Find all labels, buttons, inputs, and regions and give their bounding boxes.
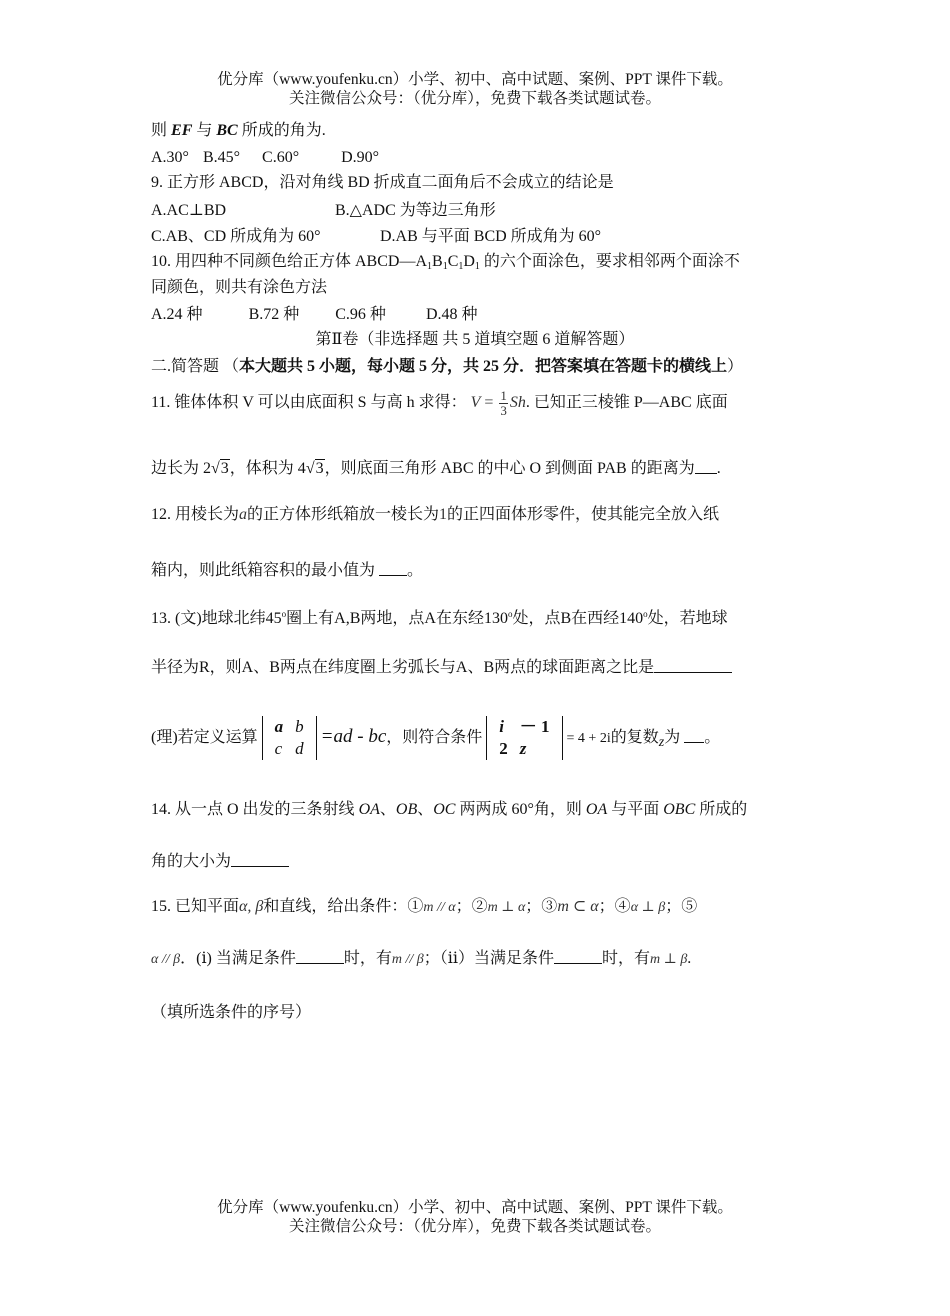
q12-answer-blank [379, 560, 407, 576]
q8-options [151, 147, 379, 169]
footer-line-1: 优分库（www.youfenku.cn）小学、初中、高中试题、案例、PPT 课件下载。 [217, 1199, 733, 1216]
q8-option-d: D.90° [341, 149, 380, 166]
q14-answer-blank [231, 851, 289, 867]
q10-stem: 10. 用四种不同颜色给正方体 $ABCD—A_1B_1C_1D_1$ 的六个面涂色，要求相邻两个面涂不 [151, 253, 740, 272]
q10-options [151, 304, 478, 326]
footer-line-2: 关注微信公众号：（优分库），免费下载各类试题试卷。 [288, 1218, 661, 1235]
q9-option-d: D.AB 与平面 BCD 所成角为 60° [380, 228, 602, 245]
q10-option-d: D.48 种 [425, 306, 478, 323]
header-line-1: 优分库（www.youfenku.cn）小学、初中、高中试题、案例、PPT 课件下载。 [217, 71, 733, 88]
formula-volume: V [470, 394, 481, 411]
q9-stem: 9. 正方形 ABCD，沿对角线 BD 折成直二面角后不会成立的结论是 [151, 174, 614, 191]
q15-note: （填所选条件的序号） [151, 1004, 312, 1021]
q9-option-c: C.AB、CD 所成角为 60° [151, 228, 321, 245]
q13-stem: 13. (文)地球北纬45$^o$圈上有A,B两地，点A在东经130$^o$处，点B在西经140$^o$处，若地球 [151, 609, 728, 627]
determinant-condition: i － 1 2 z [486, 716, 562, 760]
q9-option-b: B.△ADC 为等边三角形 [335, 202, 496, 219]
q13-answer-blank [654, 657, 732, 673]
section-heading: 二.简答题 （本大题共 5 小题，每小题 5 分，共 25 分．把答案填在答题卡的横线上） [151, 358, 744, 375]
q12-stem: 12. 用棱长为a的正方体形纸箱放一棱长为1的正四面体形零件，使其能完全放入纸 [151, 506, 720, 523]
q13-li-answer-blank [684, 727, 704, 743]
q8-option-b: B.45° [202, 149, 241, 166]
q15-line2: α // β．(ⅰ) 当满足条件 时，有m // β；（ⅱ）当满足条件 时，有m ⊥ β. [151, 950, 692, 967]
q14-line2: 角的大小为 [151, 851, 289, 873]
q10-option-b: B.72 种 [248, 306, 300, 323]
q9-option-a: A.AC⊥BD [151, 202, 227, 219]
q13-li: (理)若定义运算 a b c d =ad - bc，则符合条件 i － 1 2 z = 4 + 2i的复数z为 。 [151, 717, 721, 759]
determinant-definition: a b c d [262, 716, 317, 760]
q10-option-c: C.96 种 [335, 306, 386, 323]
q14-stem: 14. 从一点 O 出发的三条射线 OA、OB、OC 两两成 60°角，则 OA 与平面 OBC 所成的 [151, 801, 748, 818]
q8-option-a: A.30° [151, 149, 189, 166]
sqrt-3-a: √3 [211, 460, 229, 477]
q12-line2: 箱内，则此纸箱容积的最小值为 。 [151, 562, 424, 579]
fraction-one-third: $\frac{1}{3}$ [500, 387, 507, 418]
q8-option-c: C.60° [262, 149, 300, 166]
part2-title: 第Ⅱ卷（非选择题 共 5 道填空题 6 道解答题） [315, 331, 635, 348]
q13-line2: 半径为R，则A、B两点在纬度圈上劣弧长与A、B两点的球面距离之比是 [151, 657, 732, 679]
q11-answer-blank [695, 458, 717, 474]
q15-stem: 15. 已知平面α, β和直线，给出条件：①m // α；②m ⊥ α；③m ⊂ α；④α ⊥ β；⑤ [151, 898, 698, 915]
header-line-2: 关注微信公众号：（优分库），免费下载各类试题试卷。 [288, 90, 661, 107]
q11-line2: 边长为 2√3，体积为 4√3，则底面三角形 ABC 的中心 O 到侧面 PAB 的距离为 . [151, 458, 721, 480]
q15-blank-1 [296, 948, 344, 964]
q10-option-a: A.24 种 [151, 306, 203, 323]
q15-blank-2 [554, 948, 602, 964]
q10-stem-line2: 同颜色，则共有涂色方法 [151, 279, 328, 296]
sqrt-3-b: √3 [305, 460, 324, 477]
q8-stem: 则 EF 与 BC 所成的角为. [151, 122, 326, 139]
q11-stem: 11. 锥体体积 V 可以由底面积 S 与高 h 求得： V = $\frac{1}{3}$ Sh. 已知正三棱锥 P—ABC 底面 [151, 387, 728, 418]
